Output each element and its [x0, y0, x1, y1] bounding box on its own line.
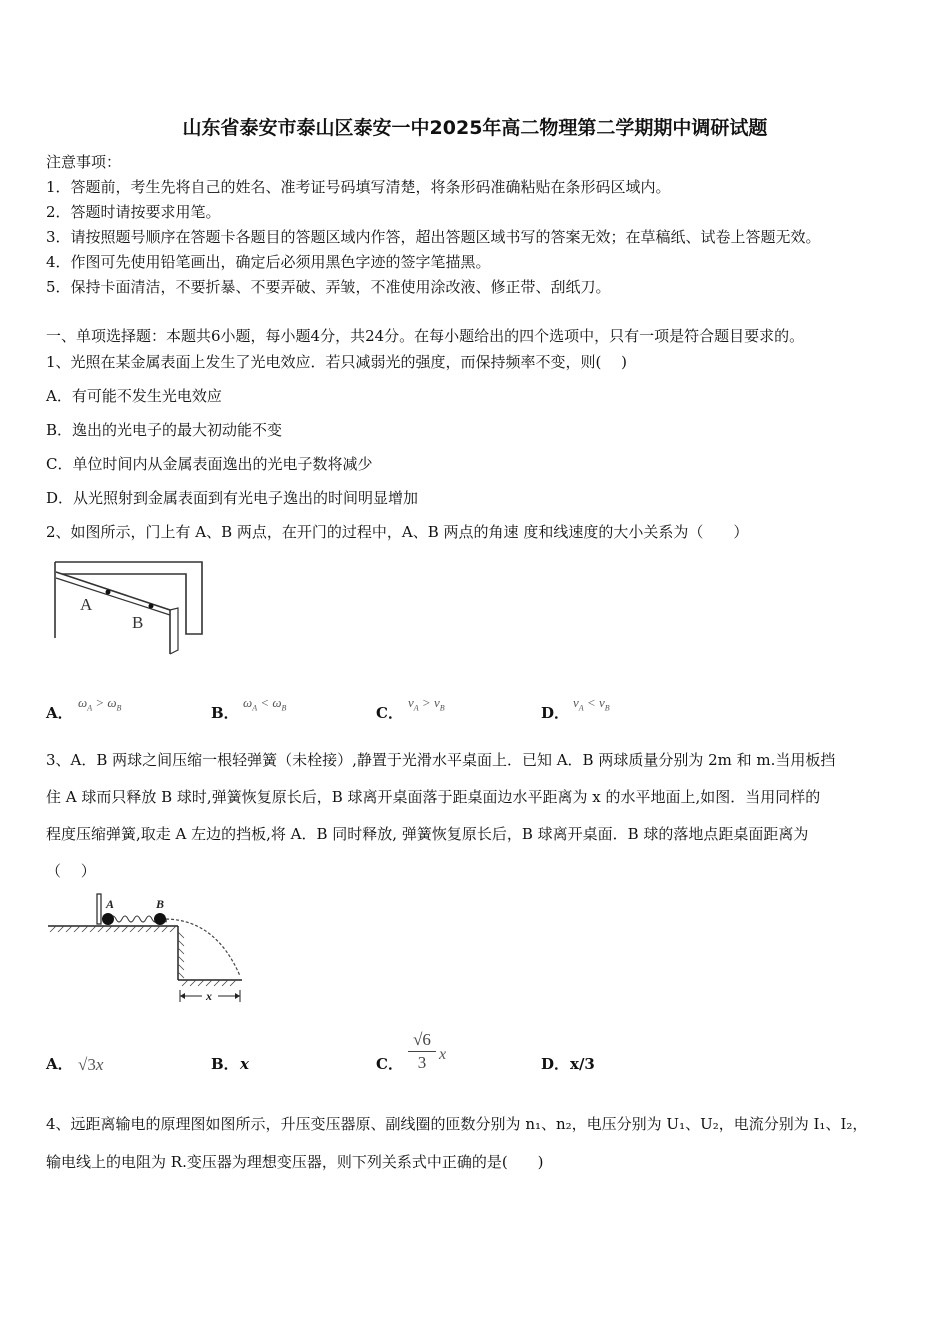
spring-figure	[46, 892, 246, 1004]
q3-option-d: x/3	[570, 1055, 595, 1073]
q4-stem-line: 4、远距离输电的原理图如图所示，升压变压器原、副线圈的匝数分别为 n₁、n₂，电压分别为 U₁、U₂，电流分别为 I₁、I₂，	[46, 1115, 868, 1133]
q3-stem-line: 程度压缩弹簧,取走 A 左边的挡板,将 A．B 同时释放, 弹簧恢复原长后，B 球离开桌面．B 球的落地点距桌面距离为	[46, 825, 809, 843]
q2-option-c-label: C．	[376, 704, 403, 722]
notice-item: 2．答题时请按要求用笔。	[46, 203, 221, 221]
svg-text:B: B	[156, 897, 165, 911]
q2-option-a: $\omega_A > \omega_B$	[78, 695, 122, 713]
q3-option-b: x	[240, 1055, 249, 1073]
door-figure	[50, 558, 210, 660]
q2-option-b-label: B．	[211, 704, 239, 722]
notice-item: 3．请按照题号顺序在答题卡各题目的答题区域内作答，超出答题区域书写的答案无效；在草稿纸、试卷上答题无效。	[46, 228, 821, 246]
q3-option-c-var: x	[439, 1046, 447, 1063]
q2-option-b: $\omega_A < \omega_B$	[243, 695, 287, 713]
page-title: 山东省泰安市泰山区泰安一中2025年高二物理第二学期期中调研试题	[182, 117, 768, 139]
q3-stem-line: 3、A．B 两球之间压缩一根轻弹簧（未栓接）,静置于光滑水平桌面上．已知 A．B 两球质量分别为 2m 和 m.当用板挡	[46, 751, 836, 769]
svg-text:A: A	[106, 897, 115, 911]
label-a: A	[80, 595, 93, 614]
label-b: B	[132, 613, 144, 632]
q2-option-c: $v_A > v_B$	[408, 695, 445, 713]
notice-heading: 注意事项：	[46, 153, 122, 171]
q3-stem-line: （ ）	[46, 862, 96, 880]
q2-stem: 2、如图所示，门上有 A、B 两点，在开门的过程中，A、B 两点的角速 度和线速度的大小关系为（ ）	[46, 523, 749, 541]
q1-option-b: B．逸出的光电子的最大初动能不变	[46, 421, 283, 439]
svg-text:x: x	[206, 989, 212, 1003]
q1-option-a: A．有可能不发生光电效应	[46, 387, 222, 405]
q3-option-b-label: B．	[211, 1055, 239, 1073]
notice-item: 4．作图可先使用铅笔画出，确定后必须用黑色字迹的签字笔描黑。	[46, 253, 491, 271]
q3-option-a-label: A．	[46, 1055, 73, 1073]
notice-item: 5．保持卡面清洁，不要折暴、不要弄破、弄皱，不准使用涂改液、修正带、刮纸刀。	[46, 278, 611, 296]
q3-option-a: √3x	[78, 1055, 104, 1074]
q2-option-d-label: D．	[541, 704, 570, 722]
q2-option-d: $v_A < v_B$	[573, 695, 610, 713]
q3-option-c: √6 3	[406, 1030, 438, 1073]
section-heading: 一、单项选择题：本题共6小题，每小题4分，共24分。在每小题给出的四个选项中，只有一项是符合题目要求的。	[46, 327, 805, 345]
q3-stem-line: 住 A 球而只释放 B 球时,弹簧恢复原长后，B 球离开桌面落于距桌面边水平距离为 x 的水平地面上,如图．当用同样的	[46, 788, 821, 806]
q3-option-c-label: C．	[376, 1055, 403, 1073]
notice-item: 1．答题前，考生先将自己的姓名、准考证号码填写清楚，将条形码准确粘贴在条形码区域内。	[46, 178, 671, 196]
q3-option-d-label: D．	[541, 1055, 570, 1073]
q1-option-c: C．单位时间内从金属表面逸出的光电子数将减少	[46, 455, 373, 473]
q2-option-a-label: A．	[46, 704, 73, 722]
q4-stem-line: 输电线上的电阻为 R.变压器为理想变压器，则下列关系式中正确的是( )	[46, 1153, 544, 1171]
q1-option-d: D．从光照射到金属表面到有光电子逸出的时间明显增加	[46, 489, 419, 507]
q1-stem: 1、光照在某金属表面上发生了光电效应．若只减弱光的强度，而保持频率不变，则( )	[46, 353, 628, 371]
